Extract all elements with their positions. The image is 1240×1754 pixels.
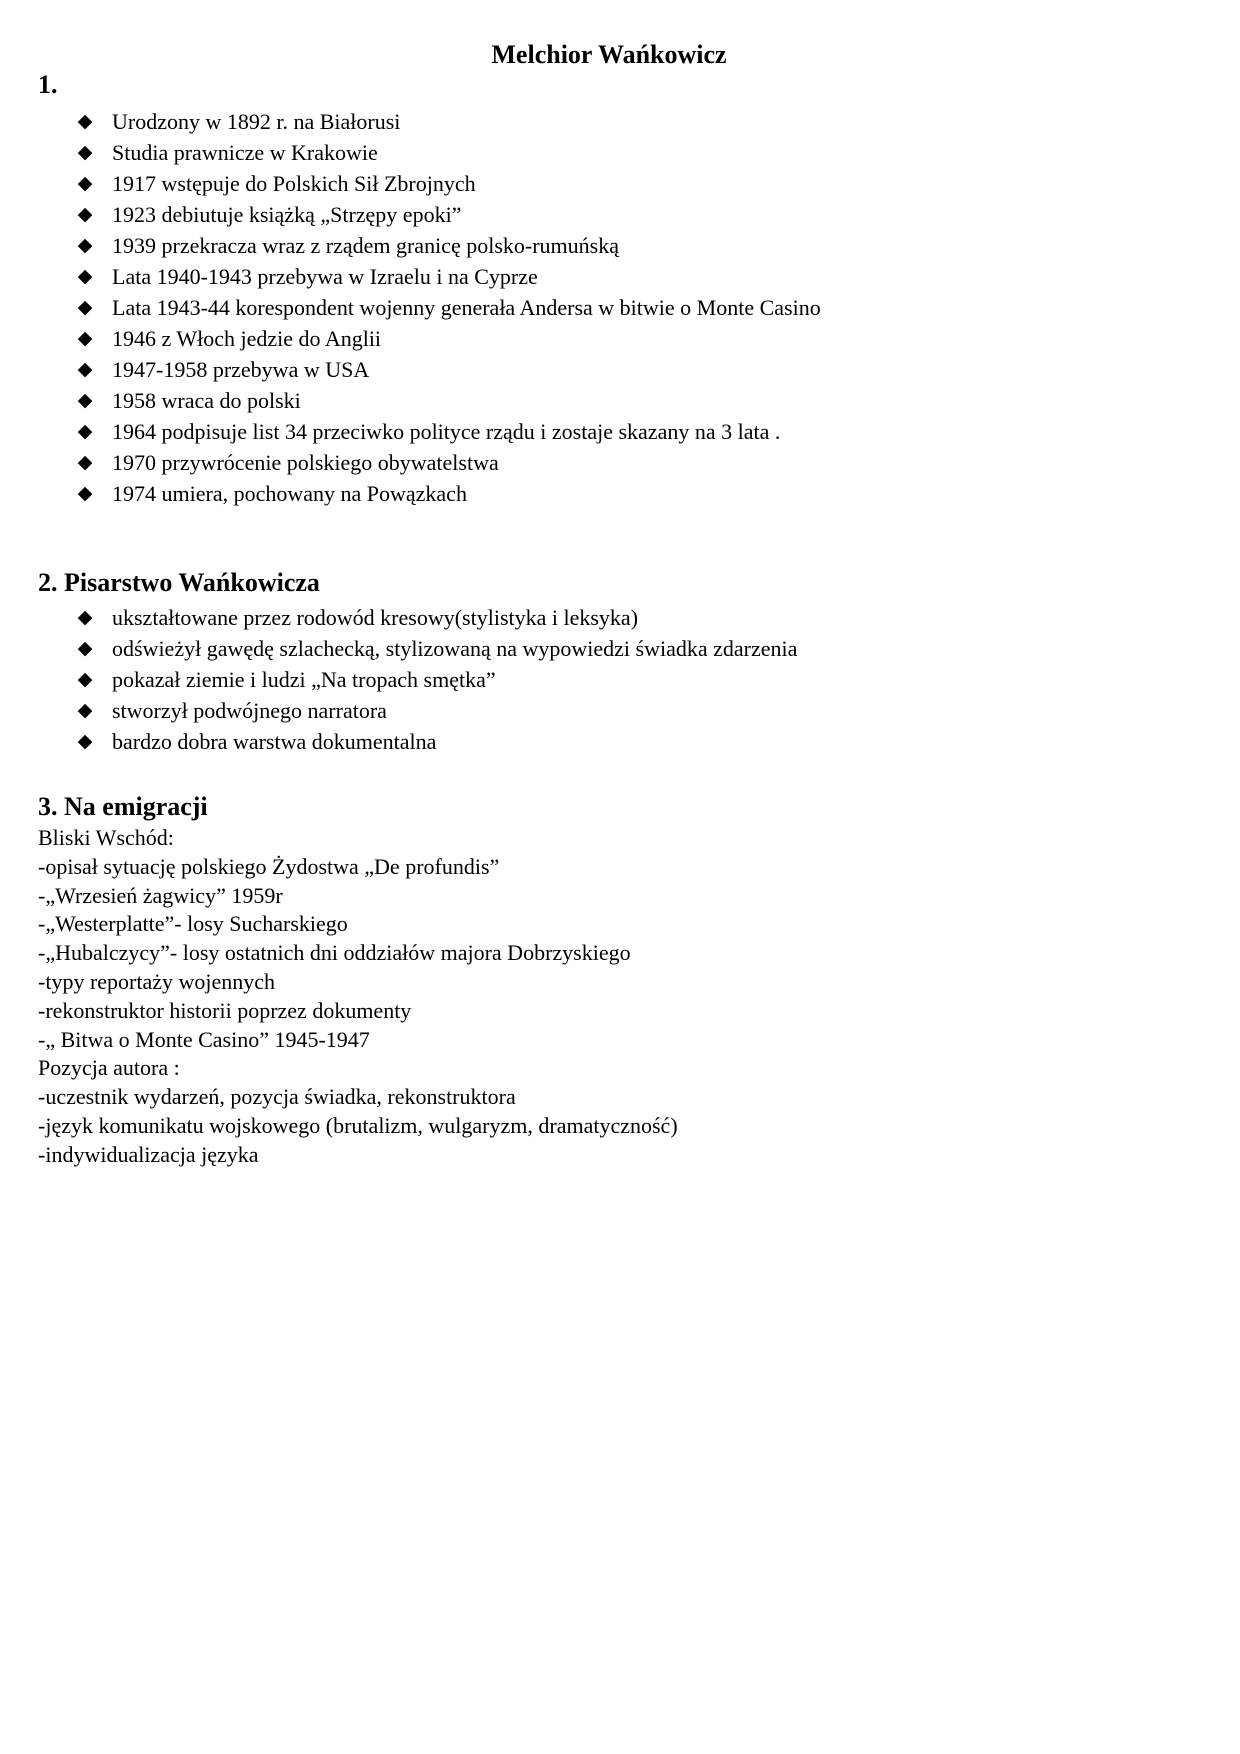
text-line: -język komunikatu wojskowego (brutalizm, wulgaryzm, dramatyczność) — [38, 1112, 678, 1138]
list-item-text: ukształtowane przez rodowód kresowy(stylistyka i leksyka) — [112, 605, 639, 630]
list-item-text: Urodzony w 1892 r. na Białorusi — [112, 109, 401, 134]
diamond-bullet-icon: ◆ — [77, 700, 93, 721]
list-item-text: 1917 wstępuje do Polskich Sił Zbrojnych — [112, 171, 476, 196]
diamond-bullet-icon: ◆ — [77, 266, 93, 287]
text-line: -indywidualizacja języka — [38, 1141, 259, 1167]
list-item-text: Lata 1940-1943 przebywa w Izraelu i na Cyprze — [112, 264, 538, 289]
diamond-bullet-icon: ◆ — [77, 452, 93, 473]
diamond-bullet-icon: ◆ — [77, 421, 93, 442]
list-item-text: pokazał ziemie i ludzi „Na tropach smętka” — [112, 667, 496, 692]
diamond-bullet-icon: ◆ — [77, 142, 93, 163]
diamond-bullet-icon: ◆ — [77, 638, 93, 659]
section-2-heading: 2. Pisarstwo Wańkowicza — [38, 568, 320, 597]
text-line: -„ Bitwa o Monte Casino” 1945-1947 — [38, 1026, 370, 1052]
list-item-text: Studia prawnicze w Krakowie — [112, 140, 378, 165]
list-item-text: Lata 1943-44 korespondent wojenny generała Andersa w bitwie o Monte Casino — [112, 295, 821, 320]
diamond-bullet-icon: ◆ — [77, 669, 93, 690]
diamond-bullet-icon: ◆ — [77, 607, 93, 628]
list-item-text: 1970 przywrócenie polskiego obywatelstwa — [112, 450, 499, 475]
document-title: Melchior Wańkowicz — [491, 40, 727, 69]
list-item-text: stworzył podwójnego narratora — [112, 698, 387, 723]
diamond-bullet-icon: ◆ — [77, 204, 93, 225]
text-line: -„Hubalczycy”- losy ostatnich dni oddziałów majora Dobrzyskiego — [38, 940, 631, 966]
list-item-text: 1946 z Włoch jedzie do Anglii — [112, 326, 382, 351]
list-item-text: 1939 przekracza wraz z rządem granicę polsko-rumuńską — [112, 233, 619, 258]
section-1-heading: 1. — [38, 70, 58, 99]
diamond-bullet-icon: ◆ — [77, 359, 93, 380]
text-line: -typy reportaży wojennych — [38, 968, 276, 994]
text-line: -uczestnik wydarzeń, pozycja świadka, rekonstruktora — [38, 1084, 516, 1110]
list-item-text: 1964 podpisuje list 34 przeciwko polityce rządu i zostaje skazany na 3 lata . — [112, 419, 781, 444]
text-line: -rekonstruktor historii poprzez dokumenty — [38, 997, 412, 1023]
diamond-bullet-icon: ◆ — [77, 731, 93, 752]
list-item-text: bardzo dobra warstwa dokumentalna — [112, 729, 437, 754]
diamond-bullet-icon: ◆ — [77, 390, 93, 411]
section-3-heading: 3. Na emigracji — [38, 792, 208, 821]
text-line: -„Westerplatte”- losy Sucharskiego — [38, 911, 348, 937]
diamond-bullet-icon: ◆ — [77, 235, 93, 256]
diamond-bullet-icon: ◆ — [77, 297, 93, 318]
text-line: Bliski Wschód: — [38, 825, 174, 850]
list-item-text: 1923 debiutuje książką „Strzępy epoki” — [112, 202, 462, 227]
list-item-text: 1974 umiera, pochowany na Powązkach — [112, 481, 467, 506]
diamond-bullet-icon: ◆ — [77, 483, 93, 504]
list-item-text: odświeżył gawędę szlachecką, stylizowaną na wypowiedzi świadka zdarzenia — [112, 636, 798, 661]
list-item-text: 1947-1958 przebywa w USA — [112, 357, 370, 382]
diamond-bullet-icon: ◆ — [77, 111, 93, 132]
list-item-text: 1958 wraca do polski — [112, 388, 301, 413]
diamond-bullet-icon: ◆ — [77, 328, 93, 349]
text-line: -„Wrzesień żagwicy” 1959r — [38, 882, 283, 908]
text-line: -opisał sytuację polskiego Żydostwa „De profundis” — [38, 853, 500, 879]
section-3-body — [38, 824, 678, 1170]
diamond-bullet-icon: ◆ — [77, 173, 93, 194]
text-line: Pozycja autora : — [38, 1055, 180, 1081]
